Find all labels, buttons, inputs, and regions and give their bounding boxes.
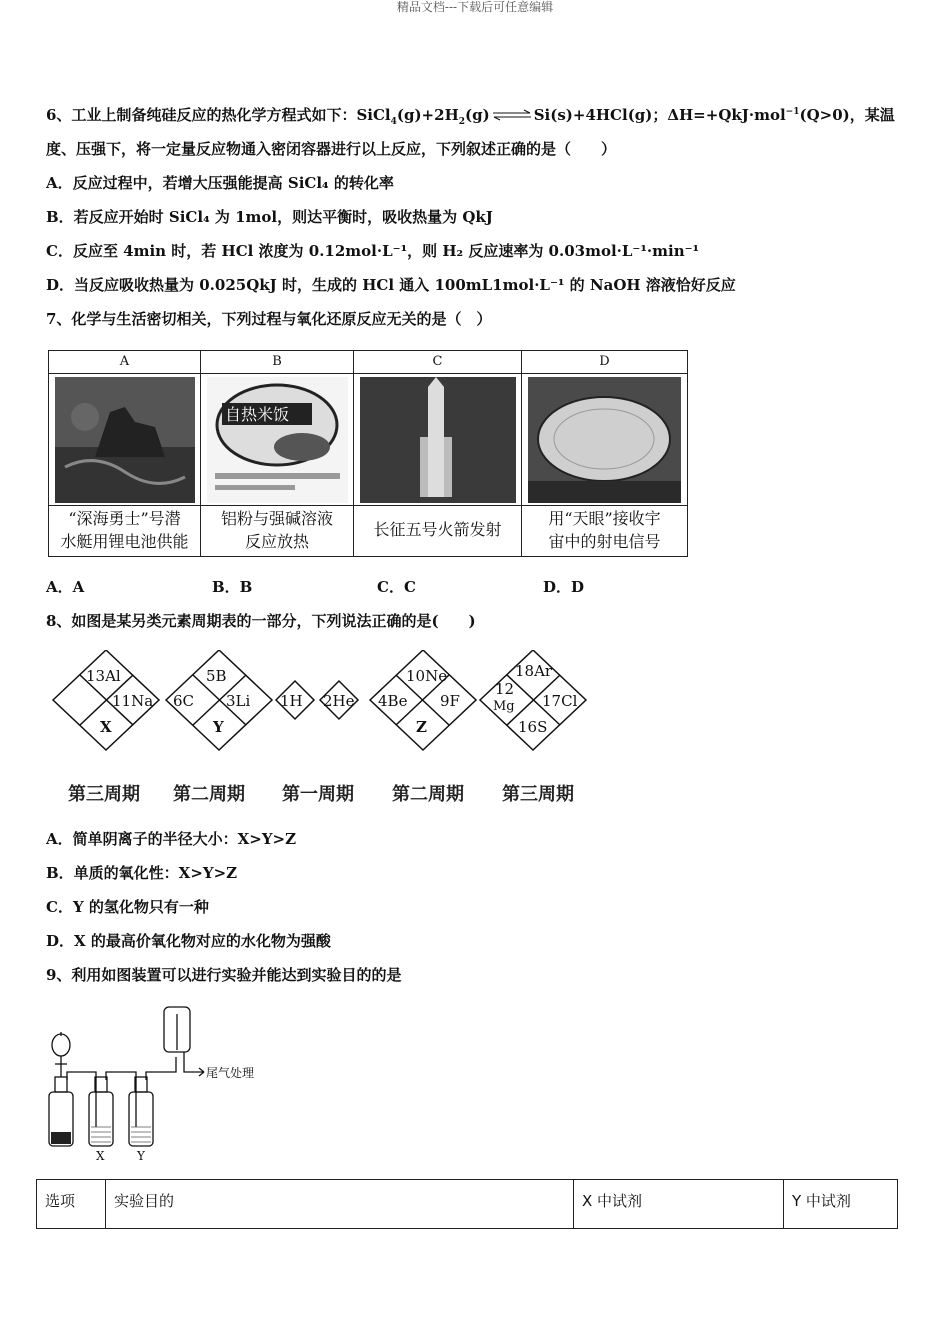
q7-option-c: C．C <box>377 578 416 596</box>
page-header: 精品文档---下载后可任意编辑 <box>396 0 554 14</box>
period-label: 第一周期 <box>282 784 354 805</box>
table-header-cell: 实验目的 <box>106 1180 574 1228</box>
q7-cell-label: D <box>522 351 687 374</box>
element-label: 2He <box>323 692 355 710</box>
element-label: 18Ar <box>515 662 553 680</box>
period-label: 第三周期 <box>68 784 140 805</box>
q7-option-d: D．D <box>543 578 585 596</box>
q7-cell-a <box>49 351 201 556</box>
q7-cell-caption <box>201 505 353 556</box>
q7-option-a: A．A <box>46 578 85 596</box>
element-label: 17Cl <box>542 692 578 710</box>
bottle-x-label: X <box>96 1149 105 1163</box>
q7-cell-b <box>201 351 354 556</box>
q8-option-b: B．单质的氧化性：X>Y>Z <box>46 864 238 882</box>
element-label: X <box>100 718 112 736</box>
q7-option-b: B．B <box>212 578 253 596</box>
q7-cell-caption <box>354 505 521 556</box>
q7-cap-line2: 反应放热 <box>244 532 309 551</box>
q7-cell-label: B <box>201 351 353 374</box>
element-label: 6C <box>173 692 195 710</box>
q6-option-b: B．若反应开始时 SiCl₄ 为 1mol，则达平衡时，吸收热量为 QkJ <box>46 208 493 226</box>
q7-cell-caption <box>522 505 687 556</box>
q9-stem: 9、利用如图装置可以进行实验并能达到实验目的的是 <box>46 966 402 984</box>
submarine-photo <box>55 377 194 503</box>
q6-option-c: C．反应至 4min 时，若 HCl 浓度为 0.12mol·L⁻¹，则 H₂ 反应速率为 0.03mol·L⁻¹·min⁻¹ <box>46 242 700 260</box>
q7-cap-line1: “深海勇士”号潜 <box>68 509 181 528</box>
q7-cap-line1: 铝粉与强碱溶液 <box>220 509 333 528</box>
q7-cap-line2: 水艇用锂电池供能 <box>60 532 189 551</box>
period-label: 第三周期 <box>502 784 574 805</box>
periodic-diamond-diagram <box>48 650 608 769</box>
q6-stem-part-d: Si(s)+4HCl(g)；ΔH=+QkJ·mol <box>533 106 786 124</box>
element-label: 16S <box>518 718 548 736</box>
element-label: 12 <box>495 680 515 698</box>
element-label: 3Li <box>226 692 251 710</box>
q8-option-a: A．简单阴离子的半径大小：X>Y>Z <box>46 830 297 848</box>
q8-stem: 8、如图是某另类元素周期表的一部分，下列说法正确的是( ) <box>46 612 476 630</box>
q7-cell-label: A <box>49 351 200 374</box>
q6-sup-neg1: −1 <box>785 107 800 117</box>
q9-options-table-header <box>36 1179 898 1229</box>
self-heating-rice-photo <box>207 377 347 503</box>
element-label: 1H <box>280 692 303 710</box>
pack-title: 自热米饭 <box>225 405 290 424</box>
q8-option-c: C．Y 的氢化物只有一种 <box>46 898 209 916</box>
q7-cap-line1: 长征五号火箭发射 <box>373 520 502 539</box>
q7-stem: 7、化学与生活密切相关，下列过程与氧化还原反应无关的是（ ） <box>46 310 492 328</box>
q7-cell-d <box>522 351 687 556</box>
table-header-cell: 选项 <box>37 1180 106 1228</box>
q7-cell-c <box>354 351 522 556</box>
q6-sub-4: 4 <box>390 117 397 127</box>
q8-option-d: D．X 的最高价氧化物对应的水化物为强酸 <box>46 932 331 950</box>
q7-cap-line1: 用“天眼”接收宇 <box>548 509 661 528</box>
period-label: 第二周期 <box>392 784 464 805</box>
q6-stem-line1 <box>46 102 895 132</box>
period-label: 第二周期 <box>173 784 245 805</box>
tail-gas-label: 尾气处理 <box>206 1066 255 1080</box>
element-label: 4Be <box>378 692 408 710</box>
q7-cell-caption <box>49 505 200 556</box>
element-label: Mg <box>493 699 515 714</box>
q7-picture-table <box>48 350 688 557</box>
q6-stem-part-b: (g)+2H <box>396 106 459 124</box>
element-label: 13Al <box>86 667 121 685</box>
q7-cell-label: C <box>354 351 521 374</box>
table-header-cell: X 中试剂 <box>574 1180 784 1228</box>
element-label: Z <box>416 718 427 736</box>
q6-option-a: A．反应过程中，若增大压强能提高 SiCl₄ 的转化率 <box>46 174 394 192</box>
table-header-cell: Y 中试剂 <box>792 1192 851 1210</box>
element-label: 5B <box>206 667 227 685</box>
q6-stem-part-c: (g) <box>465 106 490 124</box>
rocket-photo <box>360 377 515 503</box>
q6-sub-2: 2 <box>458 117 466 127</box>
q6-stem-part-a: 6、工业上制备纯硅反应的热化学方程式如下：SiCl <box>46 106 391 124</box>
element-label: 11Na <box>112 692 154 710</box>
gas-apparatus-diagram <box>44 1002 264 1171</box>
element-label: 9F <box>440 692 460 710</box>
equilibrium-arrow-icon <box>492 106 532 126</box>
fast-telescope-photo <box>528 377 681 503</box>
q7-options <box>46 576 746 598</box>
q6-option-d: D．当反应吸收热量为 0.025QkJ 时，生成的 HCl 通入 100mL1mol·L⁻¹ 的 NaOH 溶液恰好反应 <box>46 276 736 294</box>
q6-stem-line2: 度、压强下，将一定量反应物通入密闭容器进行以上反应，下列叙述正确的是（ ） <box>46 140 617 158</box>
element-label: Y <box>213 718 224 736</box>
q6-stem-part-e: (Q>0)，某温 <box>799 106 895 124</box>
q7-cap-line2: 宙中的射电信号 <box>548 532 661 551</box>
element-label: 10Ne <box>406 667 448 685</box>
bottle-y-label: Y <box>137 1149 145 1163</box>
period-labels <box>48 780 608 810</box>
